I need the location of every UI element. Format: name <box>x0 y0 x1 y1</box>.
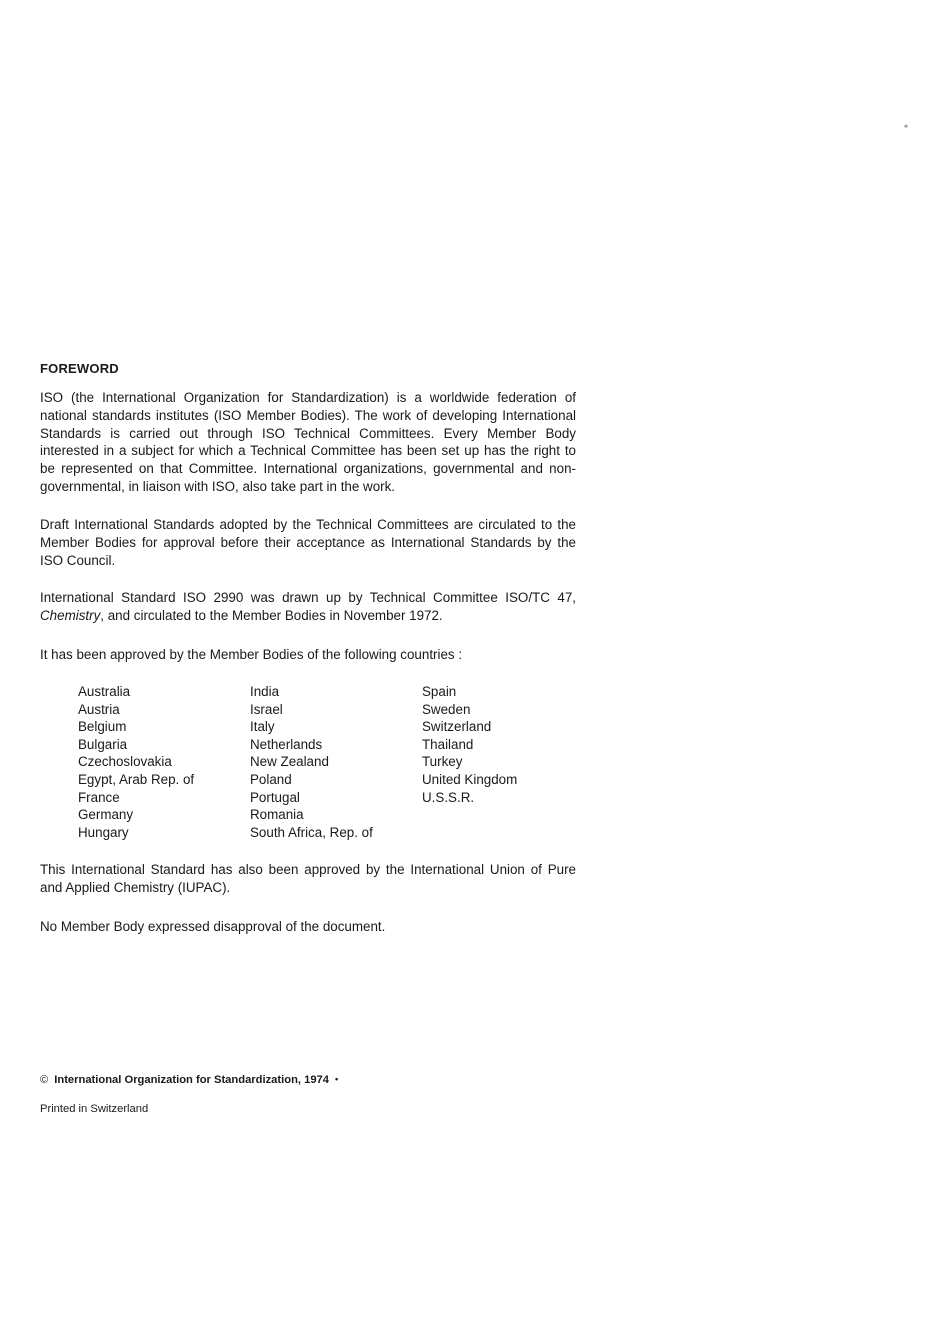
country-item: Turkey <box>422 754 463 770</box>
country-item: Czechoslovakia <box>78 754 172 770</box>
country-item: Australia <box>78 684 131 699</box>
foreword-paragraph-draft-standards: Draft International Standards adopted by the Technical Committees are circulated to the Member Bodies for approval before their acceptance as International Standards by the ISO Council. <box>40 517 576 568</box>
foreword-paragraph-no-disapproval: No Member Body expressed disapproval of the document. <box>40 919 386 934</box>
committee-name-italic: Chemistry <box>40 607 101 623</box>
country-item: Switzerland <box>422 719 492 735</box>
country-item: New Zealand <box>250 754 329 770</box>
foreword-paragraph-iso-intro: ISO (the International Organization for Standardization) is a worldwide federation of national standards institutes (ISO Member Bodies). The work of developing International Standards is carried out through ISO Technical Committees. Every Member Body interested in a subject for which a Technical Committee has been set up has the right to be represented on that Committee. International organizations, governmental and non-governmental, in liaison with ISO, also take part in the work. <box>40 390 576 494</box>
country-item: Thailand <box>422 736 474 752</box>
foreword-heading: FOREWORD <box>40 361 119 376</box>
country-item: France <box>78 789 120 805</box>
countries-column-2 <box>250 683 373 841</box>
copyright-symbol: © <box>40 1074 49 1086</box>
country-item: Sweden <box>422 701 471 717</box>
country-item: United Kingdom <box>422 771 518 787</box>
country-item: Austria <box>78 701 120 717</box>
country-item: India <box>250 684 280 699</box>
copyright-line <box>40 1074 338 1086</box>
country-item: Spain <box>422 684 457 699</box>
country-item: South Africa, Rep. of <box>250 824 373 840</box>
iso-2990-text-before: International Standard ISO 2990 was drawn up by Technical Committee ISO/TC 47, <box>40 590 576 605</box>
copyright-text: International Organization for Standardization, 1974 <box>54 1074 330 1086</box>
country-item: Portugal <box>250 789 300 805</box>
countries-column-1 <box>78 683 194 841</box>
foreword-paragraph-iso-2990 <box>40 589 576 625</box>
country-item: Italy <box>250 719 275 735</box>
bullet-icon: • <box>335 1074 339 1084</box>
country-item: Germany <box>78 807 134 823</box>
country-item: Netherlands <box>250 736 323 752</box>
country-item: Romania <box>250 807 304 823</box>
countries-column-3 <box>422 683 517 806</box>
country-item: U.S.S.R. <box>422 789 475 805</box>
country-item: Bulgaria <box>78 736 128 752</box>
country-item: Belgium <box>78 719 127 735</box>
country-item: Poland <box>250 771 292 787</box>
country-item: Israel <box>250 701 283 717</box>
printed-in-line: Printed in Switzerland <box>40 1103 149 1115</box>
scan-speck: ⁎ <box>904 121 908 130</box>
iso-2990-text-after: , and circulated to the Member Bodies in November 1972. <box>100 607 443 623</box>
country-item: Egypt, Arab Rep. of <box>78 771 195 787</box>
foreword-paragraph-iupac: This International Standard has also been approved by the International Union of Pure and Applied Chemistry (IUPAC). <box>40 862 576 895</box>
foreword-paragraph-approval: It has been approved by the Member Bodies of the following countries : <box>40 647 463 662</box>
country-item: Hungary <box>78 824 129 840</box>
